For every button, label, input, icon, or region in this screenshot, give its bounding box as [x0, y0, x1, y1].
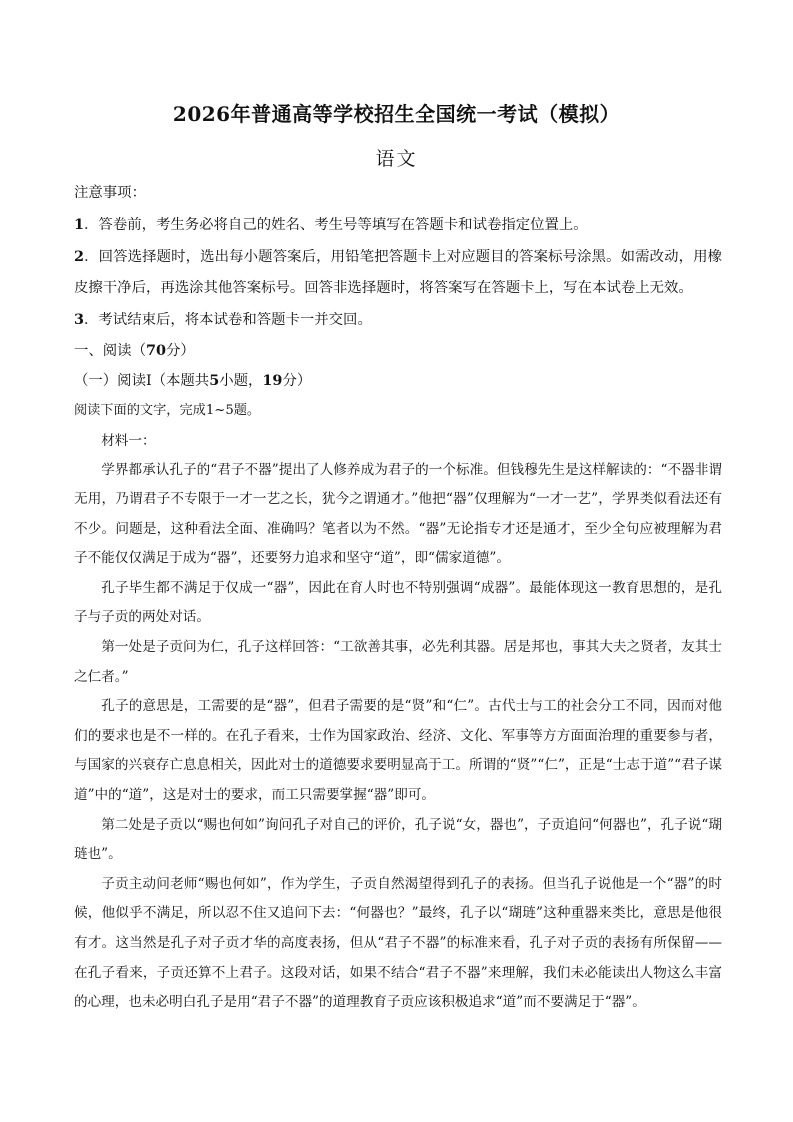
note-text: ．答卷前，考生务必将自己的姓名、考生号等填写在答题卡和试卷指定位置上。: [84, 216, 588, 233]
note-text: ．回答选择题时，选出每小题答案后，用铅笔把答题卡上对应题目的答案标号涂黑。如需改动，用橡皮擦干净后，再选涂其他答案标号。回答非选择题时，将答案写在答题卡上，写在本试卷上无效。: [74, 248, 722, 296]
section-score: 70: [145, 341, 166, 359]
note-item-1: [74, 209, 722, 241]
passage-paragraph: 第一处是子贡问为仁，孔子这样回答：“工欲善其事，必先利其器。居是邦也，事其大夫之贤者，友其士之仁者。”: [74, 639, 722, 685]
subsection-suffix: 分）: [282, 372, 312, 389]
passage-paragraph: 孔子毕生都不满足于仅成一“器”，因此在育人时也不特别强调“成器”。最能体现这一教育思想的，是孔子与子贡的两处对话。: [74, 579, 722, 626]
note-number: 2: [74, 247, 85, 265]
passage-paragraph: 学界都承认孔子的“君子不器”提出了人修养成为君子的一个标准。但钱穆先生是这样解读的：“不器非谓无用，乃谓君子不专限于一才一艺之长，犹今之谓通才。”他把“器”仅理解为“一才一艺”，学界类似看法还有不少。问题是，这种看法全面、准确吗？笔者以为不然。“器”无论指专才还是通才，至少全句应被理解为君子不能仅仅满足于成为“器”，还要努力追求和坚守“道”，即“儒家道德”。: [74, 461, 722, 567]
note-number: 3: [74, 310, 85, 328]
passage-paragraph: 第二处是子贡以“赐也何如”询问孔子对自己的评价，孔子说“女，器也”，子贡追问“何器也”，孔子说“瑚琏也”。: [74, 816, 722, 863]
subsection-score: 19: [262, 371, 283, 389]
exam-title: 2026年普通高等学校招生全国统一考试（模拟）: [172, 102, 621, 126]
passage-paragraph: 子贡主动问老师“赐也何如”，作为学生，子贡自然渴望得到孔子的表扬。但当孔子说他是一个“器”的时候，他似乎不满足，所以忍不住又追问下去：“何器也？”最终，孔子以“瑚琏”这种重器来类比，意思是他很有才。这当然是孔子对子贡才华的高度表扬，但从“君子不器”的标准来看，孔子对子贡的表扬有所保留——在孔子看来，子贡还算不上君子。这段对话，如果不结合“君子不器”来理解，我们未必能读出人物这么丰富的心理，也未必明白孔子是用“君子不器”的道理教育子贡应该积极追求“道”而不要满足于“器”。: [74, 875, 722, 1011]
subsection-heading: [74, 366, 722, 396]
notes-block: [74, 178, 722, 336]
notes-heading: 注意事项：: [74, 185, 146, 201]
note-item-3: [74, 304, 722, 336]
section-suffix: 分）: [166, 342, 195, 359]
subsection-prefix: （一）阅读Ⅰ（本题共: [74, 372, 210, 389]
subsection-count: 5: [209, 371, 220, 389]
section-heading: [74, 336, 722, 366]
section-prefix: 一、阅读（: [74, 342, 146, 359]
reading-instruction: 阅读下面的文字，完成1~5题。: [74, 402, 261, 418]
note-item-2: [74, 241, 722, 304]
subject-title: 语文: [375, 148, 418, 170]
note-text: ．考试结束后，将本试卷和答题卡一并交回。: [84, 311, 372, 328]
passage-paragraph: 孔子的意思是，工需要的是“器”，但君子需要的是“贤”和“仁”。古代士与工的社会分工不同，因而对他们的要求也是不一样的。在孔子看来，士作为国家政治、经济、文化、军事等方方面面治理的重要参与者，与国家的兴衰存亡息息相关，因此对士的道德要求要明显高于工。所谓的“贤”“仁”，正是“士志于道”“君子谋道”中的“道”，这是对士的要求，而工只需要掌握“器”即可。: [74, 698, 722, 804]
note-number: 1: [74, 215, 85, 233]
material-label: 材料一：: [101, 432, 156, 449]
subsection-mid: 小题，: [219, 372, 263, 389]
content-body: [74, 178, 722, 1018]
